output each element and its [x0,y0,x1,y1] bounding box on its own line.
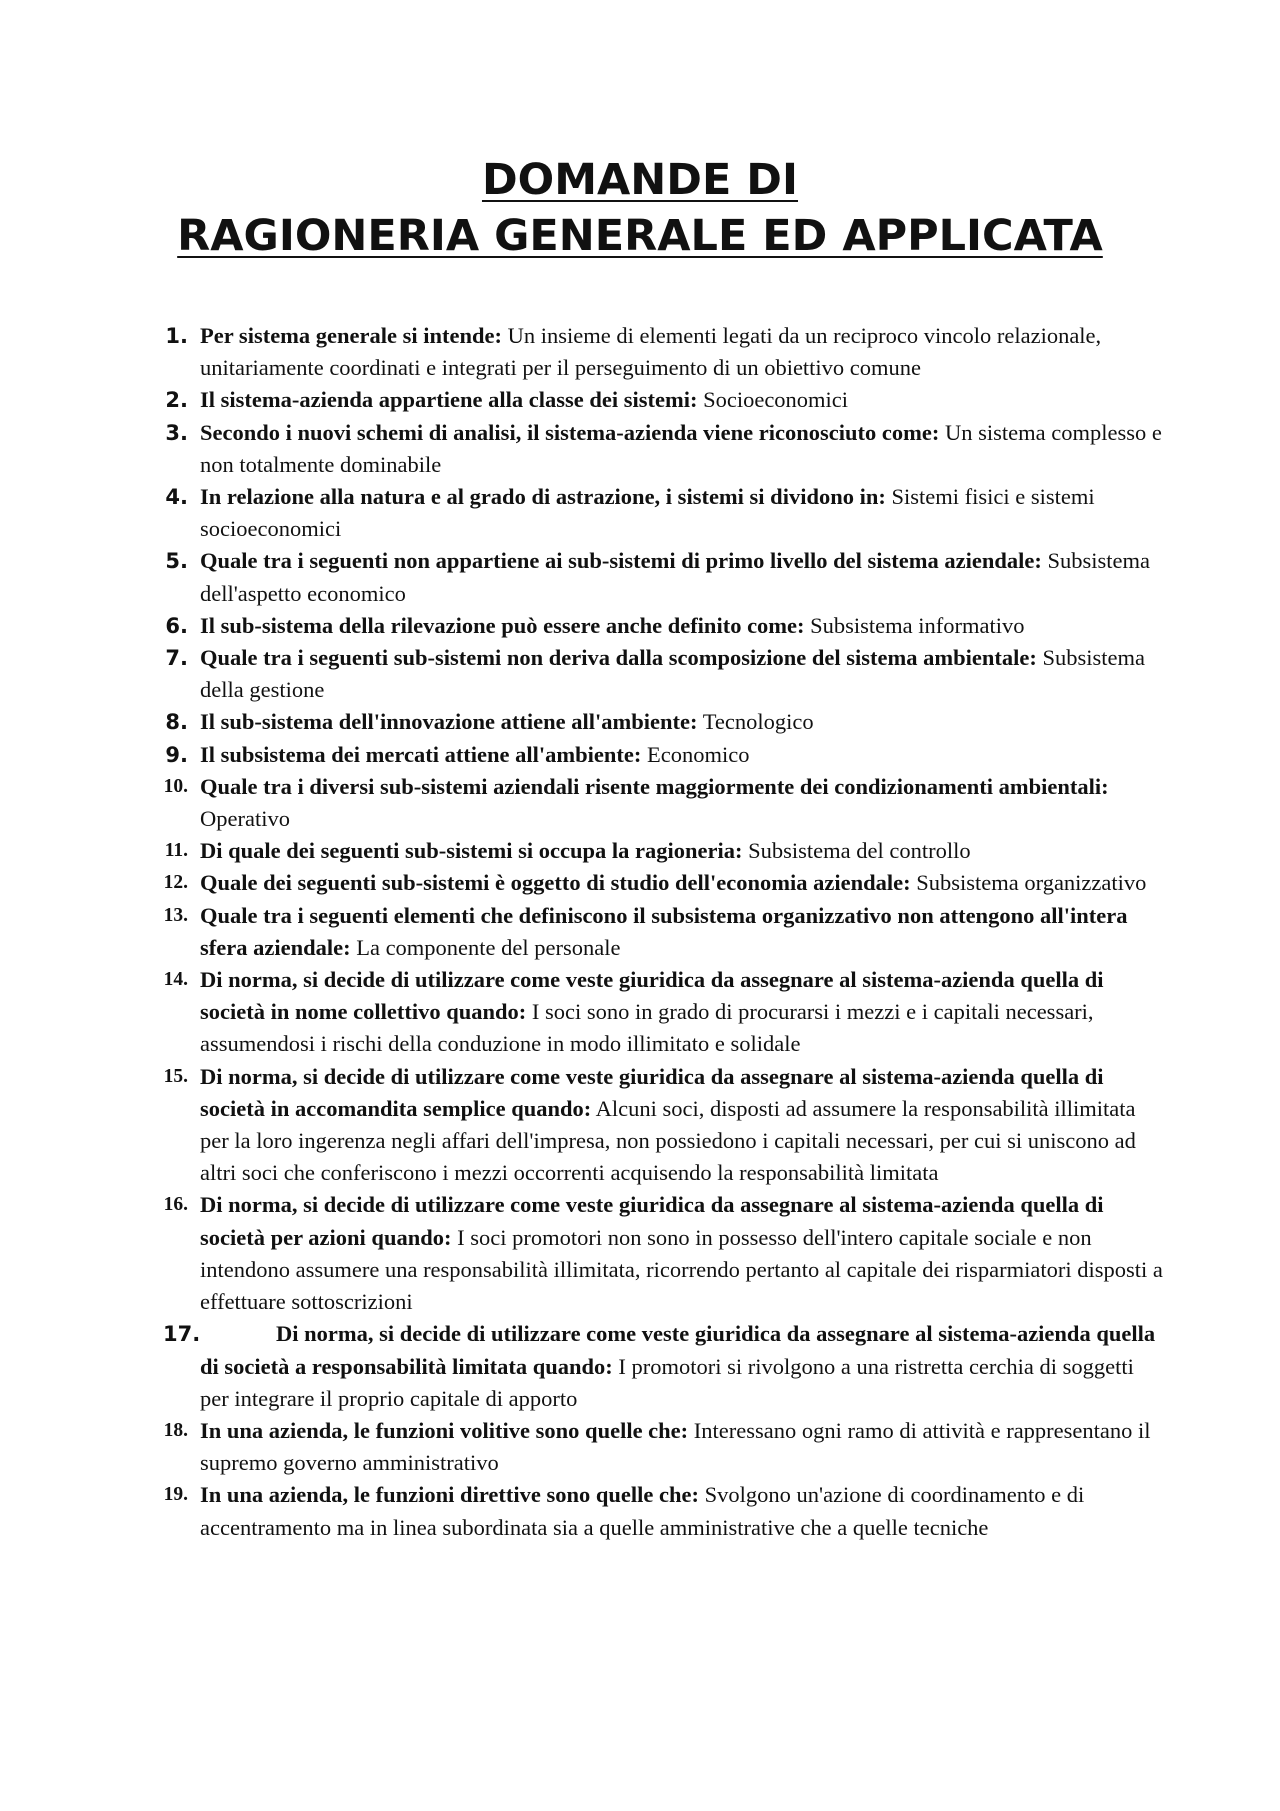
answer-text: Subsistema dell'aspetto economico [200,548,1151,606]
item-number: 12. [163,872,188,894]
list-item [0,417,1280,481]
list-item [0,481,1280,545]
question-text: Secondo i nuovi schemi di analisi, il sistema-azienda viene riconosciuto come: [200,419,940,445]
item-number: 17. [163,1322,201,1347]
question-text: Di quale dei seguenti sub-sistemi si occupa la ragioneria: [200,838,743,864]
question-text: Il sistema-azienda appartiene alla classe dei sistemi: [200,387,698,413]
answer-text: Subsistema informativo [810,612,1025,638]
list-item [0,771,1280,835]
question-text: Il subsistema dei mercati attiene all'ambiente: [200,741,642,767]
list-item [0,900,1280,964]
answer-text: Subsistema organizzativo [916,870,1147,896]
item-number: 7. [165,646,188,671]
question-text: Il sub-sistema dell'innovazione attiene all'ambiente: [200,709,698,735]
answer-text: Un insieme di elementi legati da un reciproco vincolo relazionale, unitariamente coordinati e integrati per il perseguimento di un obiettivo comune [200,323,1102,381]
item-number: 10. [163,775,188,797]
answer-text: Operativo [200,806,290,832]
item-number: 15. [163,1065,188,1087]
question-text: In una azienda, le funzioni volitive sono quelle che: [200,1417,689,1443]
answer-text: Tecnologico [702,709,814,735]
question-text: Il sub-sistema della rilevazione può essere anche definito come: [200,612,805,638]
item-number: 5. [165,549,188,574]
item-number: 8. [165,710,188,735]
list-item [0,1061,1280,1190]
list-item [0,1415,1280,1479]
list-item [0,706,1280,738]
item-number: 11. [164,840,188,862]
item-number: 18. [163,1419,188,1441]
answer-text: Interessano ogni ramo di attività e rappresentano il supremo governo amministrativo [200,1417,1151,1476]
list-item [0,545,1280,609]
answer-text: Alcuni soci, disposti ad assumere la responsabilità illimitata per la loro ingerenza negli affari dell'impresa, non possiedono i capitali necessari, per cui si uniscono ad altri soci che conferiscono i mezzi occorrenti acquisendo la responsabilità limitata [200,1095,1136,1186]
title-line-1: DOMANDE DI [481,155,799,205]
item-number: 6. [165,613,188,638]
item-number: 4. [165,485,188,510]
question-text: Quale tra i seguenti elementi che definiscono il subsistema organizzativo non attengono all'intera sfera aziendale: [200,902,1128,960]
list-item [0,1479,1280,1543]
answer-text: Un sistema complesso e non totalmente dominabile [200,419,1162,477]
answer-text: Socioeconomici [703,387,849,413]
question-text: Per sistema generale si intende: [200,323,503,348]
question-text: Quale dei seguenti sub-sistemi è oggetto di studio dell'economia aziendale: [200,870,911,896]
list-item [0,1189,1280,1318]
question-text: In una azienda, le funzioni direttive sono quelle che: [200,1482,699,1508]
page-title [0,152,1280,264]
question-text: Quale tra i seguenti non appartiene ai sub-sistemi di primo livello del sistema aziendale: [200,548,1042,574]
list-item [0,1318,1280,1415]
list-item [0,642,1280,706]
list-item [0,320,1280,384]
item-number: 14. [163,969,188,991]
answer-text: Subsistema della gestione [200,645,1146,703]
item-number: 19. [163,1484,188,1506]
item-number: 16. [163,1194,188,1216]
list-item [0,610,1280,642]
answer-text: La componente del personale [356,934,621,960]
item-number: 2. [165,388,188,413]
list-item [0,384,1280,416]
question-text: Quale tra i seguenti sub-sistemi non deriva dalla scomposizione del sistema ambientale: [200,645,1037,671]
question-text: In relazione alla natura e al grado di astrazione, i sistemi si dividono in: [200,484,886,510]
item-number: 3. [165,420,188,445]
item-number: 9. [165,742,188,767]
list-item [0,867,1280,899]
question-text: Di norma, si decide di utilizzare come veste giuridica da assegnare al sistema-azienda quella di società a responsabilità limitata quando: [200,1321,1156,1379]
question-text: Di norma, si decide di utilizzare come veste giuridica da assegnare al sistema-azienda quella di società in nome collettivo quando: [200,967,1104,1025]
question-text: Di norma, si decide di utilizzare come veste giuridica da assegnare al sistema-azienda quella di società in accomandita semplice quando: [200,1063,1104,1121]
list-item [0,739,1280,771]
item-number: 13. [163,904,188,926]
title-line-2: RAGIONERIA GENERALE ED APPLICATA [177,211,1103,261]
item-number: 1. [165,324,188,348]
question-list [0,320,1280,1544]
list-item [0,964,1280,1061]
answer-text: I soci sono in grado di procurarsi i mezzi e i capitali necessari, assumendosi i rischi della conduzione in modo illimitato e solidale [200,999,1094,1057]
answer-text: I soci promotori non sono in possesso dell'intero capitale sociale e non intendono assumere una responsabilità illimitata, ricorrendo pertanto al capitale dei risparmiatori disposti a effettuare sottoscrizioni [200,1224,1163,1315]
question-text: Di norma, si decide di utilizzare come veste giuridica da assegnare al sistema-azienda quella di società per azioni quando: [200,1192,1104,1250]
answer-text: I promotori si rivolgono a una ristretta cerchia di soggetti per integrare il proprio capitale di apporto [200,1353,1134,1411]
answer-text: Economico [647,741,750,767]
answer-text: Subsistema del controllo [748,838,971,864]
question-text: Quale tra i diversi sub-sistemi aziendali risente maggiormente dei condizionamenti ambientali: [200,773,1109,799]
answer-text: Svolgono un'azione di coordinamento e di accentramento ma in linea subordinata sia a quelle amministrative che a quelle tecniche [200,1482,1085,1540]
answer-text: Sistemi fisici e sistemi socioeconomici [200,484,1095,542]
list-item [0,835,1280,867]
